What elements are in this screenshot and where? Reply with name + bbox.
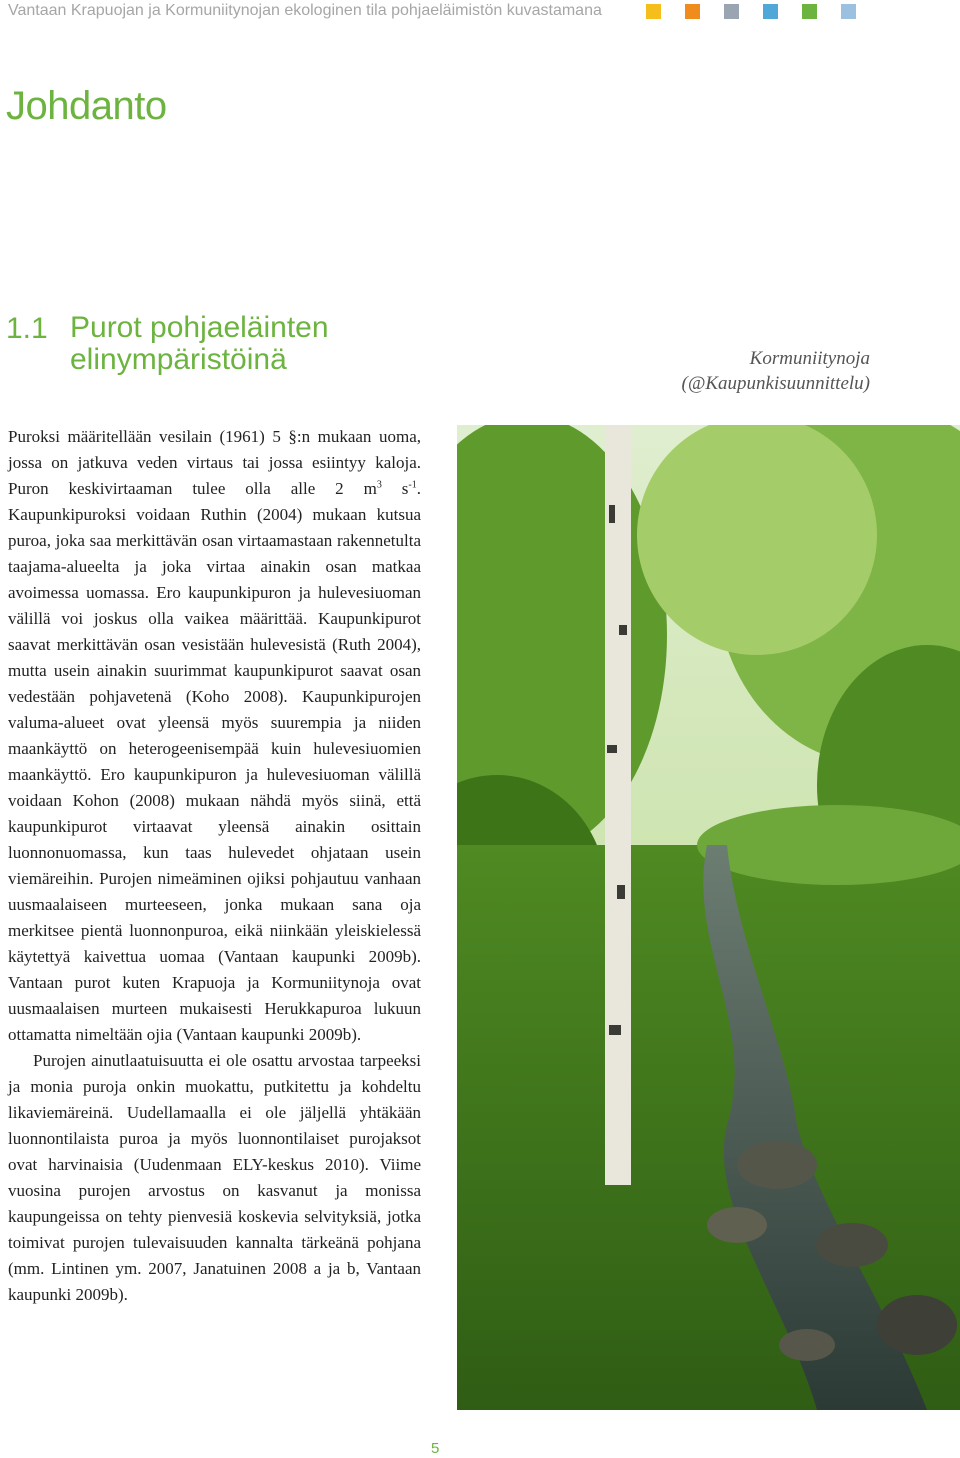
page-number: 5	[431, 1440, 440, 1457]
color-square-icon	[802, 4, 817, 19]
chapter-heading: Johdanto	[6, 84, 167, 128]
section-title-line: elinympäristöinä	[70, 343, 287, 376]
color-square-icon	[685, 4, 700, 19]
color-square-icon	[763, 4, 778, 19]
running-header: Vantaan Krapuojan ja Kormuniitynojan ekologinen tila pohjaeläimistön kuvastamana	[8, 2, 602, 19]
caption-line: Kormuniitynoja	[749, 348, 870, 369]
paragraph-text: . Kaupunkipuroksi voidaan Ruthin (2004) mukaan kutsua puroa, joka saa merkittävän osan virtaamastaan rakennetulta taajama-alueelta ja joka virtaa ainakin osan matkaa avoimessa uomassa. Ero kaupunkipuron ja hulevesiuoman välillä voi joskus olla vaikea määrittää. Kaupunkipurot saavat merkittävän osan vesistään hulevesistä (Ruth 2004), mutta usein ainakin suurimmat kaupunkipurot saavat osan vedestään pohjavetenä (Koho 2008). Kaupunkipurojen valuma-alueet ovat yleensä myös suurempia ja niiden maankäyttö on heterogeenisempää kuin hulevesiuomien maankäyttö. Ero kaupunkipuron ja hulevesiuoman välillä voidaan Kohon (2008) mukaan nähdä myös siinä, että kaupunkipurot virtaavat yleensä ainakin osittain luonnonuomassa, kun taas hulevedet ohjataan usein viemäreihin. Purojen nimeäminen ojiksi pohjautuu vanhaan uusmaalaiseen murteeseen, jonka mukaan sana oja merkitsee pientä luonnonpuroa, eikä niinkään yleiskielessä käytettyä kaivettua uomaa (Vantaan kaupunki 2009b). Vantaan purot kuten Krapuoja ja Kormuniitynoja ovat uusmaalaisen murteen mukaisesti Herukkapuroa lukuun ottamatta nimeltään ojia (Vantaan kaupunki 2009b).	[8, 479, 421, 1044]
section-title-line: Purot pohjaeläinten	[70, 311, 329, 344]
section-number: 1.1	[6, 312, 48, 345]
body-text-column	[8, 424, 421, 1308]
paragraph	[8, 424, 421, 1048]
color-square-icon	[724, 4, 739, 19]
caption-line: (@Kaupunkisuunnittelu)	[681, 373, 870, 394]
stream-photo	[457, 425, 960, 1410]
color-square-icon	[646, 4, 661, 19]
color-square-icon	[841, 4, 856, 19]
paragraph-text: Puroksi määritellään vesilain (1961) 5 §:n mukaan uoma, jossa on jatkuva veden virtaus tai jossa esiintyy kaloja. Puron keskivirtaaman tulee olla alle 2 m	[8, 427, 421, 498]
section-title	[70, 312, 329, 376]
paragraph-text: s	[381, 479, 409, 498]
superscript: 3	[376, 479, 382, 491]
paragraph: Purojen ainutlaatuisuutta ei ole osattu arvostaa tarpeeksi ja monia puroja onkin muokattu, putkitettu ja kohdeltu likaviemäreinä. Uudellamaalla ei ole jäljellä yhtäkään luonnontilaista puroa ja myös luonnontilaiset purojaksot ovat harvinaisia (Uudenmaan ELY-keskus 2010). Viime vuosina purojen arvostus on kasvanut ja monissa kaupungeissa on tehty pienvesiä koskevia selvityksiä, jotka toimivat purojen tulevaisuuden kannalta tärkeänä pohjana (mm. Lintinen ym. 2007, Janatuinen 2008 a ja b, Vantaan kaupunki 2009b).	[8, 1051, 421, 1304]
photo-caption	[610, 346, 870, 396]
superscript: -1	[408, 479, 417, 491]
stream-photo-illustration	[457, 425, 960, 1410]
